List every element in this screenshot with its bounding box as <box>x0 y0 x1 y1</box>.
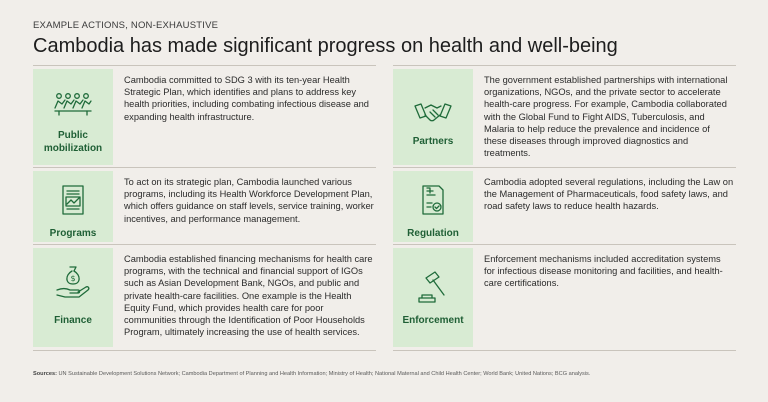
handshake-icon <box>413 92 453 132</box>
eyebrow-label: EXAMPLE ACTIONS, NON-EXHAUSTIVE <box>33 20 219 31</box>
programs-label: Programs <box>49 228 97 239</box>
row-finance <box>33 244 376 351</box>
regulation-text: Cambodia adopted several regulations, including the Law on the Management of Pharmaceuticals, food safety laws, and road safety laws to reduce health hazards. <box>484 177 734 212</box>
svg-text:$: $ <box>70 274 76 283</box>
row-enforcement <box>393 244 736 351</box>
label-panel <box>33 69 113 165</box>
label-panel <box>393 69 473 165</box>
partners-label: Partners <box>412 136 454 147</box>
certificate-icon <box>413 181 453 221</box>
sources-text: UN Sustainable Development Solutions Network; Cambodia Department of Planning and Health Information; Ministry of Health; National Maternal and Child Health Center; World Bank; United Nations; BCG analysis. <box>58 371 591 377</box>
finance-text: Cambodia established financing mechanisms for health care programs, with the technical and financial support of IGOs such as Asian Development Bank, NGOs, and public and private health-care facilities. One example is the Health Equity Fund, which provides health care for poor communities through the Identification of Poor Households Program, ultimately increasing the use of health services. <box>124 254 373 338</box>
label-panel <box>33 171 113 242</box>
programs-text: To act on its strategic plan, Cambodia launched various programs, including its Health Workforce Development Plan, which offers guidance on staff levels, service training, worker incentives, and performance management. <box>124 177 374 224</box>
row-regulation <box>393 167 736 245</box>
money-hand-icon <box>53 262 93 302</box>
row-partners <box>393 65 736 168</box>
finance-label: Finance <box>54 315 92 326</box>
label-panel <box>33 248 113 347</box>
sources-note <box>33 371 590 377</box>
partners-text: The government established partnerships with international organizations, NGOs, and the private sector to accelerate health-care progress. For example, Cambodia collaborated with the Global Fund to Fight AIDS, Tuberculosis, and Malaria to help reduce the prevalence and incidence of these diseases through improved diagnostics and treatments. <box>484 75 728 159</box>
community-icon <box>53 84 93 124</box>
enforcement-text: Enforcement mechanisms included accreditation systems for infectious disease monitoring and facilities, and health-care certifications. <box>484 254 723 289</box>
enforcement-label: Enforcement <box>402 315 464 326</box>
label-panel <box>393 248 473 347</box>
page-title: Cambodia has made significant progress on health and well-being <box>33 35 618 57</box>
public-mobilization-label: Public mobilization <box>43 130 103 154</box>
document-chart-icon <box>53 181 93 221</box>
gavel-icon <box>413 268 453 308</box>
label-panel <box>393 171 473 242</box>
row-programs <box>33 167 376 245</box>
sources-label: Sources: <box>33 371 57 377</box>
regulation-label: Regulation <box>407 228 459 239</box>
public-mobilization-text: Cambodia committed to SDG 3 with its ten-year Health Strategic Plan, which identifies and plans to address key health priorities, including combating infectious disease and expanding health infrastructure. <box>124 75 369 122</box>
row-public-mobilization <box>33 65 376 168</box>
